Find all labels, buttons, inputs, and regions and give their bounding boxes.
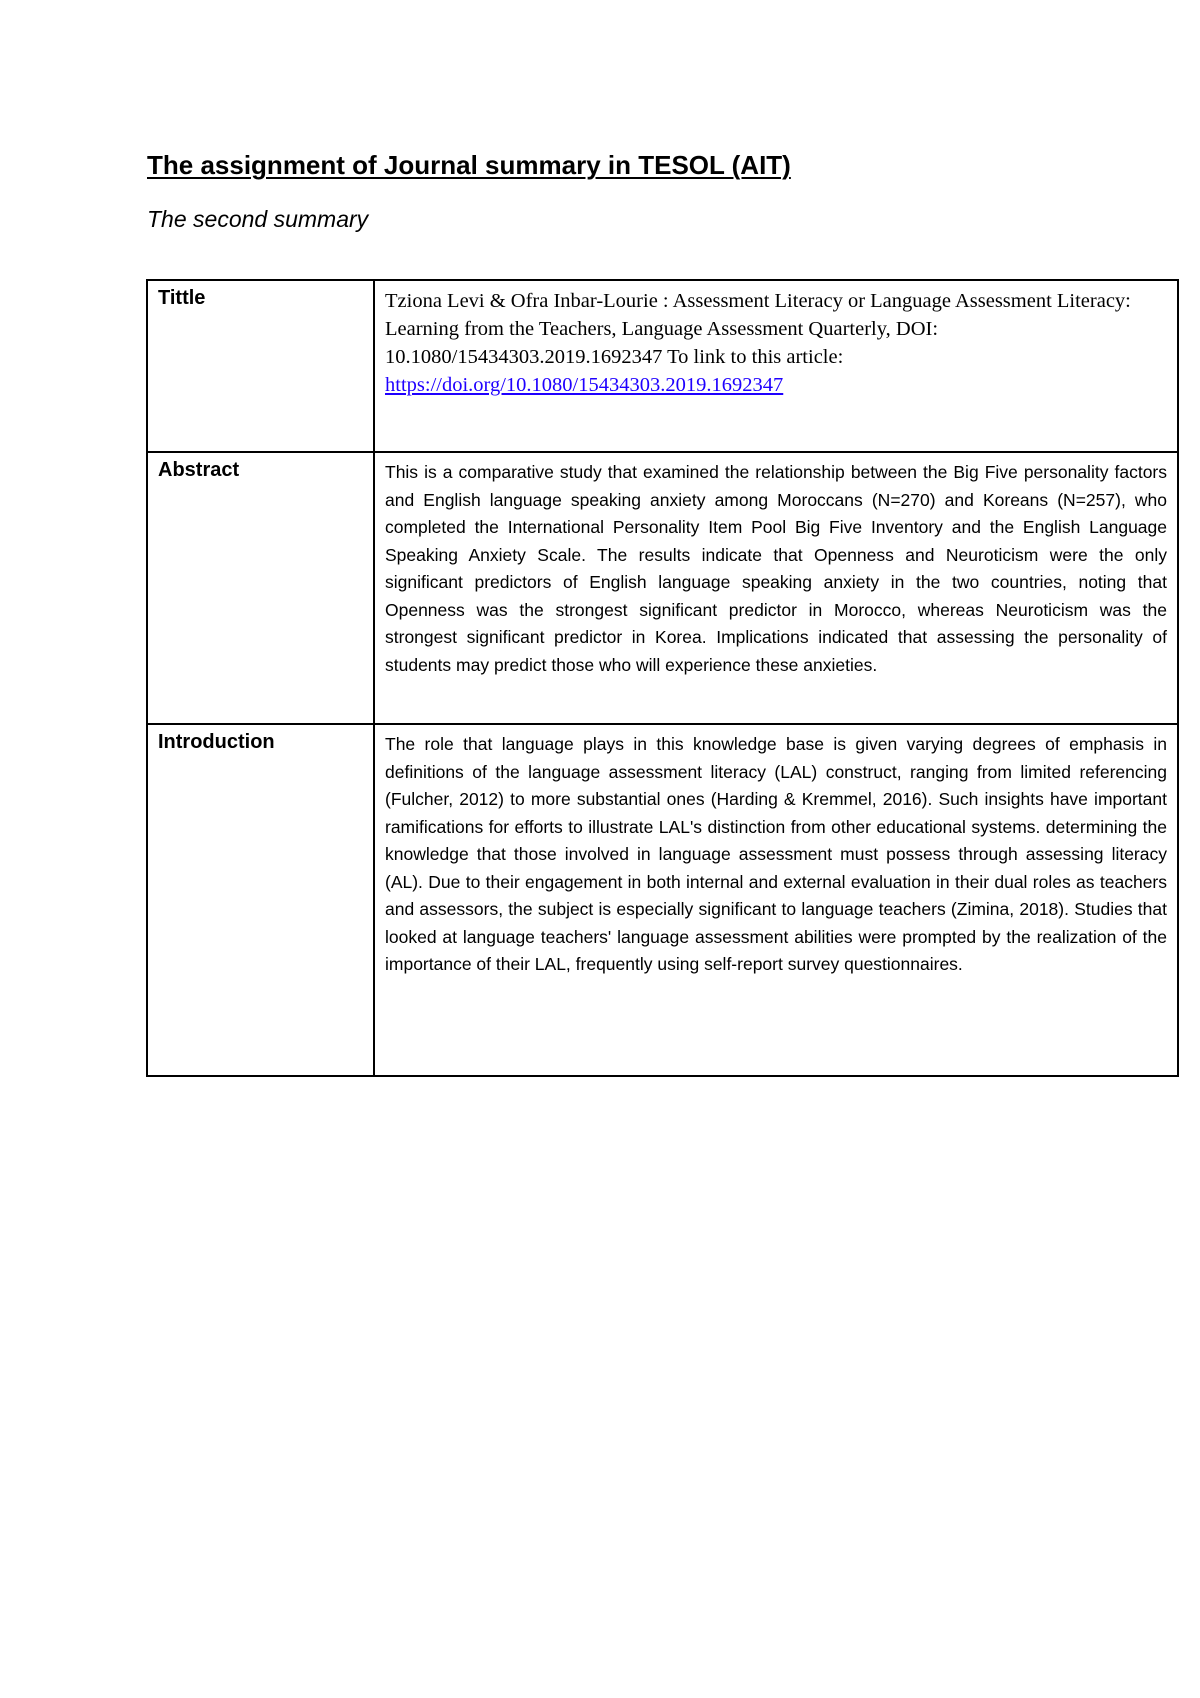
abstract-text: This is a comparative study that examined the relationship between the Big Five personality factors and English language speaking anxiety among Moroccans (N=270) and Koreans (N=257), who completed the International Personality Item Pool Big Five Inventory and the English Language Speaking Anxiety Scale. The results indicate that Openness and Neuroticism were the only significant predictors of English language speaking anxiety in the two countries, noting that Openness was the strongest significant predictor in Morocco, whereas Neuroticism was the strongest significant predictor in Korea. Implications indicated that assessing the personality of students may predict those who will experience these anxieties.	[374, 452, 1178, 724]
row-label-introduction: Introduction	[147, 724, 374, 1076]
title-cell	[374, 280, 1178, 452]
document-subtitle: The second summary	[147, 206, 369, 232]
citation-text: Tziona Levi & Ofra Inbar-Lourie : Assessment Literacy or Language Assessment Literacy: Learning from the Teachers, Language Assessment Quarterly, DOI: 10.1080/15434303.2019.1692347 To link to this article:	[385, 290, 1131, 368]
row-label-title: Tittle	[147, 280, 374, 452]
introduction-text: The role that language plays in this knowledge base is given varying degrees of emphasis in definitions of the language assessment literacy (LAL) construct, ranging from limited referencing (Fulcher, 2012) to more substantial ones (Harding & Kremmel, 2016). Such insights have important ramifications for efforts to illustrate LAL's distinction from other educational systems. determining the knowledge that those involved in language assessment must possess through assessing literacy (AL). Due to their engagement in both internal and external evaluation in their dual roles as teachers and assessors, the subject is especially significant to language teachers (Zimina, 2018). Studies that looked at language teachers' language assessment abilities were prompted by the realization of the importance of their LAL, frequently using self-report survey questionnaires.	[374, 724, 1178, 1076]
summary-table	[146, 279, 1179, 1077]
row-label-abstract: Abstract	[147, 452, 374, 724]
document-title: The assignment of Journal summary in TESOL (AIT)	[147, 150, 791, 180]
doi-link[interactable]: https://doi.org/10.1080/15434303.2019.1692347	[385, 374, 784, 396]
table-row	[147, 724, 1178, 1076]
table-row	[147, 452, 1178, 724]
table-row	[147, 280, 1178, 452]
